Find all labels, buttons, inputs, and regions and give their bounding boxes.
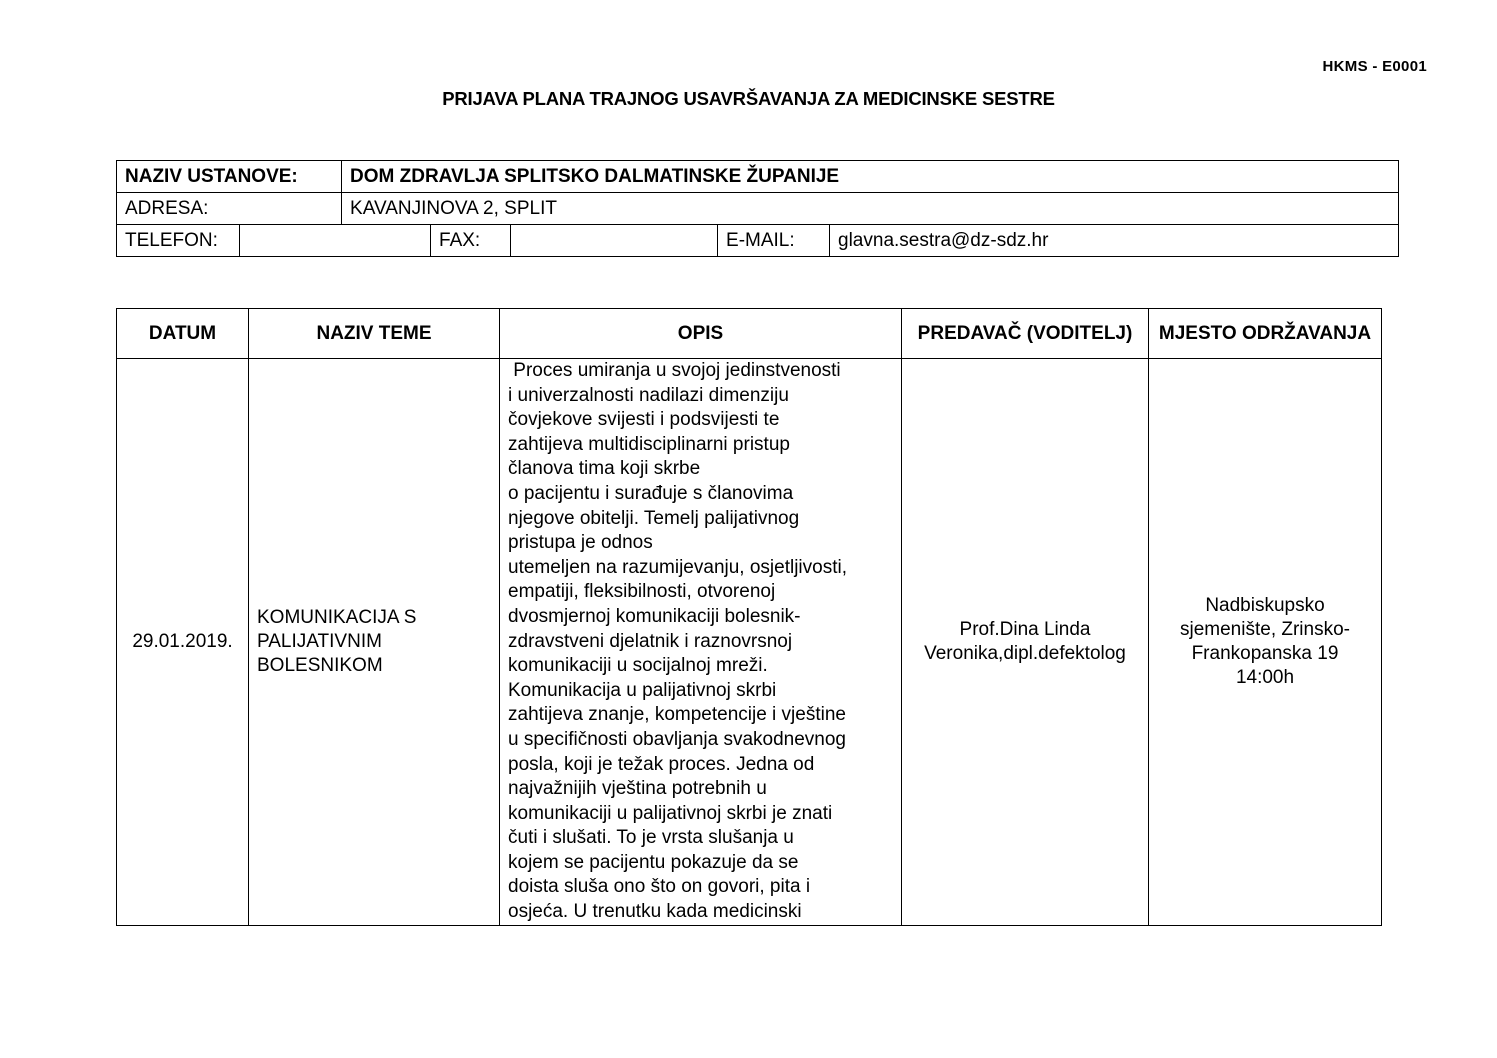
institution-name-value: DOM ZDRAVLJA SPLITSKO DALMATINSKE ŽUPANIJE [342, 161, 1399, 193]
address-value: KAVANJINOVA 2, SPLIT [342, 193, 1399, 225]
opis-line: Proces umiranja u svojoj jedinstvenosti [508, 360, 841, 381]
plan-header-row [117, 309, 1382, 359]
opis-line: utemeljen na razumijevanju, osjetljivosti, [508, 556, 847, 578]
opis-line: članova tima koji skrbe [508, 458, 701, 480]
opis-line: najvažnijih vještina potrebnih u [508, 778, 767, 800]
header-predavac [902, 309, 1149, 359]
header-opis: OPIS [500, 309, 902, 359]
table-row [117, 359, 1382, 926]
predavac-line: Veronika,dipl.defektolog [924, 642, 1126, 664]
phone-value [240, 225, 431, 257]
opis-line: čovjekove svijesti i podsvijesti te [508, 409, 780, 431]
fax-value [511, 225, 718, 257]
opis-line: empatiji, fleksibilnosti, otvorenoj [508, 581, 776, 603]
mjesto-line: Frankopanska 19 [1191, 642, 1339, 664]
opis-line: čuti i slušati. To je vrsta slušanja u [508, 827, 794, 849]
tema-line: BOLESNIKOM [257, 654, 383, 676]
opis-line: Komunikacija u palijativnoj skrbi [508, 679, 777, 701]
cell-opis [500, 359, 902, 926]
predavac-line: Prof.Dina Linda [959, 618, 1091, 640]
header-datum: DATUM [117, 309, 249, 359]
document-title: PRIJAVA PLANA TRAJNOG USAVRŠAVANJA ZA MEDICINSKE SESTRE [442, 88, 1055, 109]
opis-line: kojem se pacijentu pokazuje da se [508, 851, 799, 873]
opis-line: osjeća. U trenutku kada medicinski [508, 901, 802, 923]
header-mjesto [1149, 309, 1382, 359]
mjesto-line: 14:00h [1235, 666, 1295, 688]
opis-line: dvosmjernoj komunikaciji bolesnik- [508, 605, 801, 627]
form-code: HKMS - E0001 [1322, 58, 1427, 75]
header-predavac-line-1: PREDAVAČ [917, 322, 1022, 344]
tema-line: PALIJATIVNIM [257, 630, 382, 652]
phone-label: TELEFON: [117, 225, 240, 257]
address-label: ADRESA: [117, 193, 342, 225]
opis-line: komunikaciji u socijalnoj mreži. [508, 655, 768, 677]
opis-line: o pacijentu i surađuje s članovima [508, 482, 794, 504]
opis-line: zahtijeva multidisciplinarni pristup [508, 433, 790, 455]
fax-label: FAX: [431, 225, 511, 257]
header-mjesto-line-1: MJESTO [1158, 322, 1237, 344]
institution-contact-row [117, 225, 1399, 257]
cell-naziv-teme [249, 359, 500, 926]
opis-line: pristupa je odnos [508, 532, 653, 554]
opis-line: zahtijeva znanje, kompetencije i vještine [508, 704, 846, 726]
education-plan-table [116, 308, 1382, 926]
institution-address-row [117, 193, 1399, 225]
header-naziv-teme: NAZIV TEME [249, 309, 500, 359]
institution-table [116, 160, 1399, 257]
institution-name-row [117, 161, 1399, 193]
header-mjesto-line-2: ODRŽAVANJA [1241, 322, 1372, 344]
institution-name-label: NAZIV USTANOVE: [117, 161, 342, 193]
tema-line: KOMUNIKACIJA S [257, 606, 417, 628]
opis-line: komunikaciji u palijativnoj skrbi je znati [508, 802, 833, 824]
email-label: E-MAIL: [718, 225, 830, 257]
opis-line: i univerzalnosti nadilazi dimenziju [508, 384, 789, 406]
email-value: glavna.sestra@dz-sdz.hr [830, 225, 1399, 257]
opis-line: doista sluša ono što on govori, pita i [508, 876, 811, 898]
opis-line: njegove obitelji. Temelj palijativnog [508, 507, 800, 529]
cell-datum: 29.01.2019. [117, 359, 249, 926]
cell-mjesto [1149, 359, 1382, 926]
opis-line: posla, koji je težak proces. Jedna od [508, 753, 815, 775]
opis-line: u specifičnosti obavljanja svakodnevnog [508, 728, 846, 750]
mjesto-line: Nadbiskupsko [1205, 594, 1325, 616]
cell-predavac [902, 359, 1149, 926]
header-predavac-line-2: (VODITELJ) [1026, 322, 1133, 344]
mjesto-line: sjemenište, Zrinsko- [1180, 618, 1350, 640]
opis-line: zdravstveni djelatnik i raznovrsnoj [508, 630, 793, 652]
